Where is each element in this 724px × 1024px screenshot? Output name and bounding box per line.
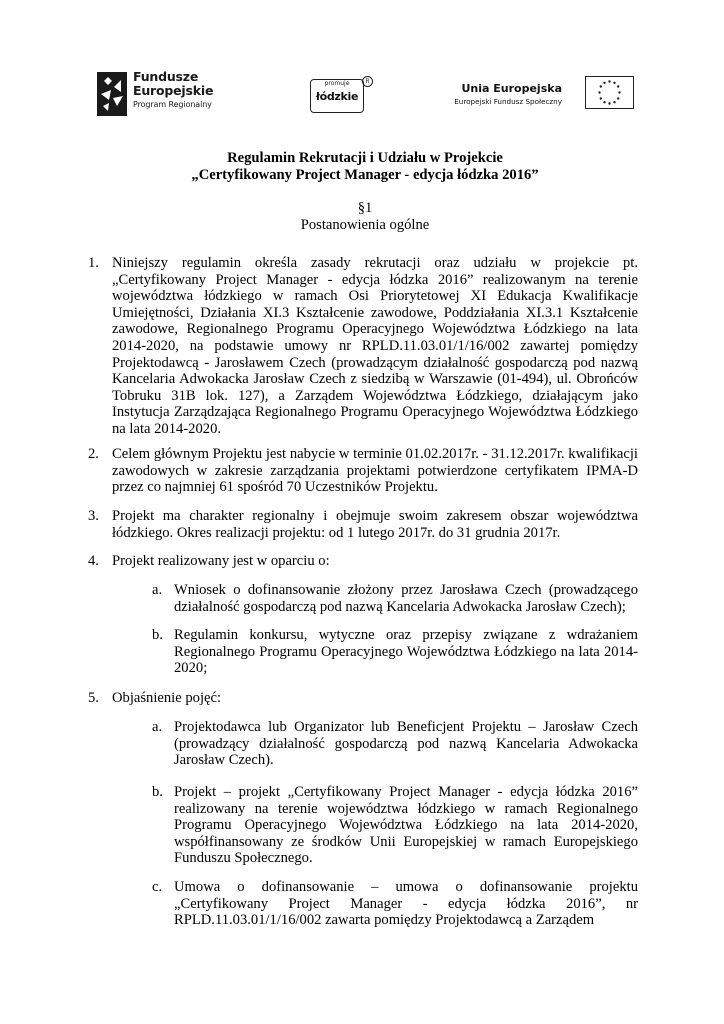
section-number: §1 (357, 200, 373, 216)
sub-item-text: Projektodawca lub Organizator lub Beneficjent Projektu – Jarosław Czech (prowadzący działalność gospodarczą pod nazwą Kancelaria Adwokacka Jarosław Czech). (174, 719, 638, 769)
document-title-line1: Regulamin Rekrutacji i Udziału w Projekcie (227, 150, 503, 166)
sub-item-letter: b. (152, 784, 163, 800)
sub-item-text: Umowa o dofinansowanie – umowa o dofinansowanie projektu „Certyfikowany Project Manager - edycja łódzka 2016”, nr RPLD.11.03.01/1/16/002 zawarta pomiędzy Projektodawcą a Zarządem (174, 879, 638, 929)
unia-europejska-logo (448, 76, 628, 116)
sub-item-letter: b. (152, 627, 163, 643)
item-text: Projekt realizowany jest w oparciu o: (112, 553, 330, 569)
promuje-lodzkie-logo (310, 76, 374, 116)
document-title-line2: „Certyfikowany Project Manager - edycja łódzka 2016” (191, 167, 539, 183)
sub-item-text: Regulamin konkursu, wytyczne oraz przepisy związane z wdrażaniem Regionalnego Programu Operacyjnego Województwa Łódzkiego na lata 2014-2020; (174, 627, 638, 677)
fundusze-europejskie-logo (97, 70, 237, 118)
ue-logo-line1: Unia Europejska (461, 82, 562, 95)
item-number: 2. (88, 446, 99, 462)
item-number: 5. (88, 690, 99, 706)
item-text: Niniejszy regulamin określa zasady rekrutacji oraz udziału w projekcie pt. „Certyfikowany Project Manager - edycja łódzka 2016” realizowanym na terenie województwa łódzkiego w ramach Osi Priorytetowej XI Edukacja Kwalifikacje Umiejętności, Działania XI.3 Kształcenie zawodowe, Poddziałania XI.3.1 Kształcenie zawodowe, Regionalnego Programu Operacyjnego Województwa Łódzkiego na lata 2014-2020, na podstawie umowy nr RPLD.11.03.01/1/16/002 zawartej pomiędzy Projektodawcą - Jarosławem Czech (prowadzącym działalność gospodarczą pod nazwą Kancelaria Adwokacka Jarosław Czech z siedzibą w Warszawie (01-494), ul. Obrońców Tobruku 31B lok. 127), a Zarządem Województwa Łódzkiego, działającym jako Instytucja Zarządzająca Regionalnego Programu Operacyjnego Województwa Łódzkiego na lata 2014-2020. (112, 255, 638, 437)
eu-flag-icon (585, 76, 634, 109)
sub-item-text: Projekt – projekt „Certyfikowany Project Manager - edycja łódzka 2016” realizowany na terenie województwa łódzkiego w ramach Regionalnego Programu Operacyjnego Województwa Łódzkiego na lata 2014-2020, współfinansowany ze środków Unii Europejskiej w ramach Europejskiego Funduszu Społecznego. (174, 784, 638, 867)
sub-item-text: Wniosek o dofinansowanie złożony przez Jarosława Czech (prowadzącego działalność gospodarczą pod nazwą Kancelaria Adwokacka Jarosław Czech); (174, 582, 638, 615)
sub-item-letter: a. (152, 582, 163, 598)
registered-mark-icon: R (362, 76, 373, 87)
item-number: 3. (88, 508, 99, 524)
item-text: Objaśnienie pojęć: (112, 690, 222, 706)
item-number: 4. (88, 553, 99, 569)
lodz-logo-small-text: promuje (324, 80, 350, 87)
lodz-logo-big-text: łódzkie (315, 90, 359, 103)
sub-item-letter: a. (152, 719, 163, 735)
ue-logo-line2: Europejski Fundusz Społeczny (454, 97, 562, 106)
fe-logo-line1: Fundusze (133, 69, 199, 84)
fe-logo-line2: Europejskie (133, 83, 214, 98)
section-title: Postanowienia ogólne (300, 217, 430, 233)
item-number: 1. (88, 255, 99, 271)
sub-item-letter: c. (152, 879, 163, 895)
fe-logo-line3: Program Regionalny (133, 100, 212, 109)
item-text: Celem głównym Projektu jest nabycie w terminie 01.02.2017r. - 31.12.2017r. kwalifikacji zawodowych w zakresie zarządzania projektami potwierdzone certyfikatem IPMA-D przez co najmniej 61 spośród 70 Uczestników Projektu. (112, 446, 638, 496)
fundusze-europejskie-star-icon (97, 70, 131, 118)
item-text: Projekt ma charakter regionalny i obejmuje swoim zakresem obszar województwa łódzkiego. Okres realizacji projektu: od 1 lutego 2017r. do 31 grudnia 2017r. (112, 508, 638, 541)
